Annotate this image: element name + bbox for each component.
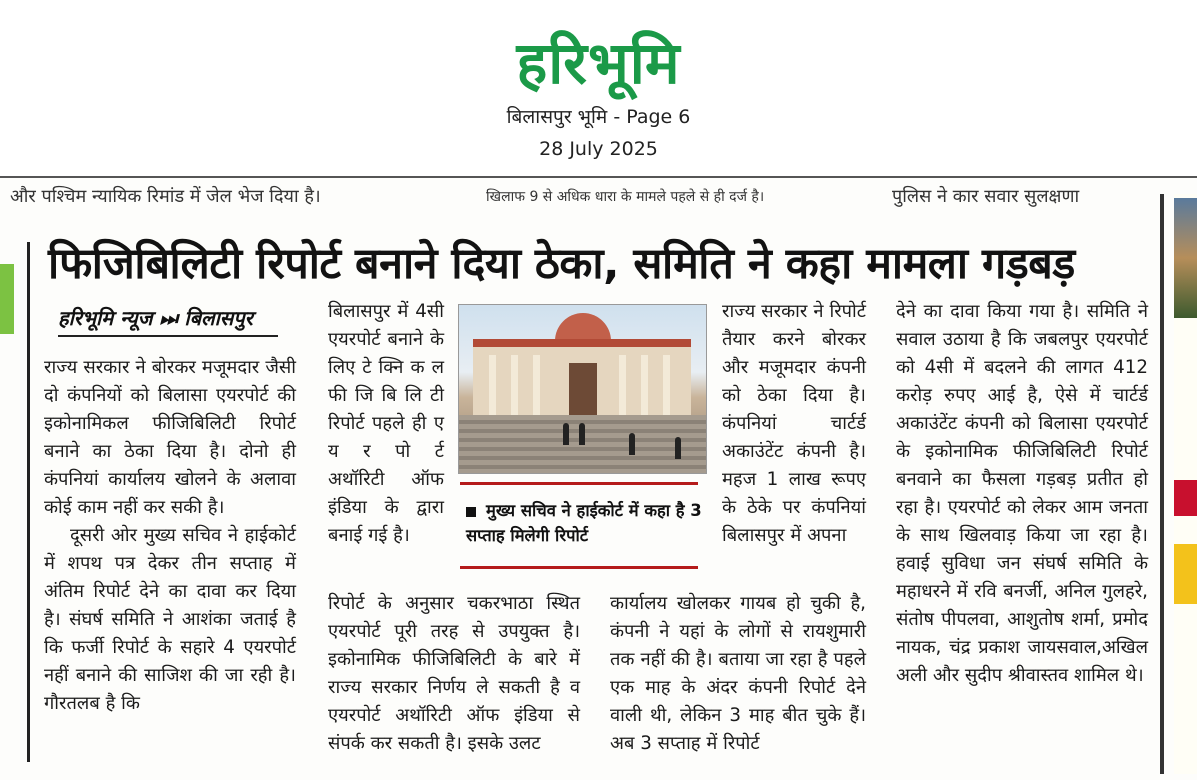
right-column-border <box>1160 194 1164 774</box>
article-headline: फिजिबिलिटी रिपोर्ट बनाने दिया ठेका, समिति ने कहा मामला गड़बड़ <box>48 239 1075 289</box>
cutoff-text-left: और पश्चिम न्यायिक रिमांड में जेल भेज दिया है। <box>10 186 321 207</box>
highlight-bottom-rule <box>460 566 698 569</box>
highlight-top-rule <box>460 482 698 485</box>
left-green-box <box>0 264 14 334</box>
bullet-square-icon <box>466 507 476 517</box>
article-column-3-bottom: कार्यालय खोलकर गायब हो चुकी है, कंपनी ने यहां के लोगों से रायशुमारी तक नहीं की है। बताया जा रहा है पहले एक माह के अंदर कंपनी रिपोर्ट देने वाली थी, लेकिन 3 माह बीत चुके हैं। अब 3 सप्ताह में रिपोर्ट <box>610 593 866 754</box>
edition-date: 28 July 2025 <box>539 138 658 160</box>
highlight-box <box>466 498 706 548</box>
cutoff-text-right: पुलिस ने कार सवार सुलक्षणा <box>892 186 1080 207</box>
article-column-2-top: बिलासपुर में 4सी एयरपोर्ट बनाने के लिए टे क्नि क ल फी जि बि लि टी रिपोर्ट पहले ही ए य र पो र्ट अथॉरिटी ऑफ इंडिया के द्वारा बनाई गई है। <box>328 301 444 546</box>
article-column-2-bottom: रिपोर्ट के अनुसार चकरभाठा स्थित एयरपोर्ट पूरी तरह से उपयुक्त है। इकोनामिक फीजिबिलिटी के बारे में राज्य सरकार निर्णय ले सकती है व एयरपोर्ट अथॉरिटी ऑफ इंडिया से संपर्क कर सकती है। इसके उलट <box>328 593 580 754</box>
column-1-paragraph-1: राज्य सरकार ने बोरकर मजूमदार जैसी दो कंपनियों को बिलासा एयरपोर्ट की इकोनामिकल फीजिबिलिटी रिपोर्ट बनाने का ठेका दिया है। दोनो ही कंपनियां कार्यालय खोलने के अलावा कोई काम नहीं कर सकी है। <box>44 357 296 518</box>
newspaper-clipping <box>0 178 1197 780</box>
article-column-1 <box>44 354 296 718</box>
article-column-3-top: राज्य सरकार ने रिपोर्ट तैयार करने बोरकर और मजूमदार कंपनी को ठेका दिया है। कंपनियां चार्टर्ड अकाउंटेंट कंपनी है। महज 1 लाख रूपए के ठेके पर कंपनियां बिलासपुर में अपना <box>722 301 866 546</box>
article-column-4: देने का दावा किया गया है। समिति ने सवाल उठाया है कि जबलपुर एयरपोर्ट को 4सी में बदलने की लागत 412 करोड़ रुपए आई है, ऐसे में चार्टर्ड अकाउंटेंट कंपनी को बिलासा एयरपोर्ट के इकोनामिक फीजिबिलिटी रिपोर्ट बनवाने का फैसला गड़बड़ प्रतीत हो रहा है। एयरपोर्ट को लेकर आम जनता के साथ खिलवाड़ किया जा रहा है। हवाई सुविधा जन संघर्ष समिति के महाधरने में रवि बनर्जी, अनिल गुलहरे, संतोष पीपलवा, आशुतोष शर्मा, प्रमोद नायक, चंद्र प्रकाश जायसवाल,अखिल अली और सुदीप श्रीवास्तव शामिल थे। <box>896 301 1148 686</box>
cutoff-text-middle: खिलाफ 9 से अधिक धारा के मामले पहले से ही दर्ज है। <box>486 189 765 205</box>
article-byline: हरिभूमि न्यूज ⏭ बिलासपुर <box>58 304 278 337</box>
high-court-photo <box>458 304 707 474</box>
newspaper-logo: हरिभूमि <box>516 29 681 97</box>
highlight-text: मुख्य सचिव ने हाईकोर्ट में कहा है 3 सप्ताह मिलेगी रिपोर्ट <box>466 501 702 545</box>
masthead <box>0 0 1197 176</box>
column-1-paragraph-2: दूसरी ओर मुख्य सचिव ने हाईकोर्ट में शपथ पत्र देकर तीन सप्ताह में अंतिम रिपोर्ट देने का दावा कर दिया है। संघर्ष समिति ने आशंका जताई है कि फर्जी रिपोर्ट के सहारे 4 एयरपोर्ट नहीं बनाने की साजिश की जा रही है। गौरतलब है कि <box>44 525 296 714</box>
edition-page-label: बिलासपुर भूमि - Page 6 <box>506 106 691 128</box>
right-advert-strip <box>1174 194 1197 774</box>
